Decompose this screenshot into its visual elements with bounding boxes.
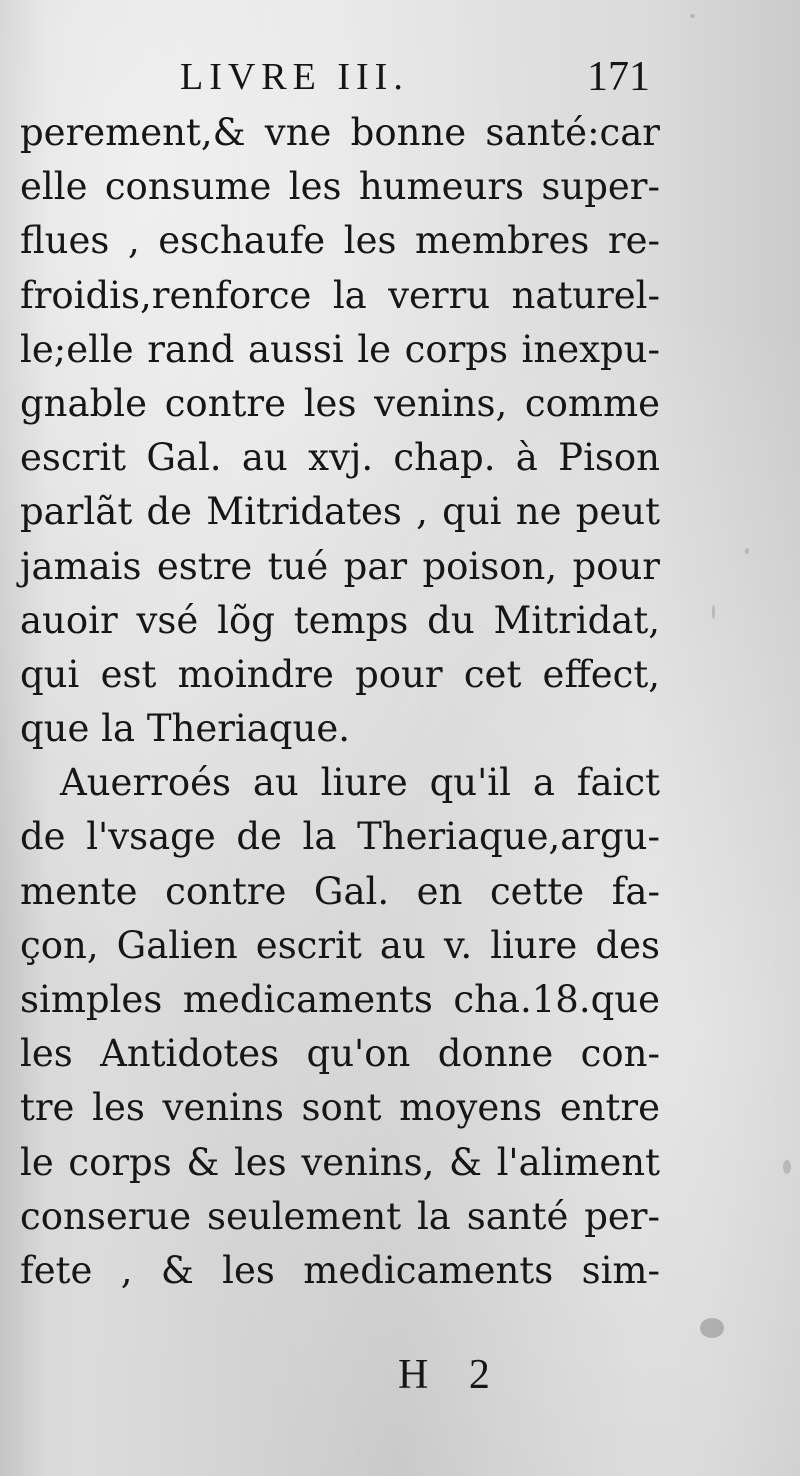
running-head <box>0 52 800 102</box>
text-line: perement,& vne bonne santé:car <box>20 111 660 154</box>
text-line: le;elle rand aussi le corps inexpu- <box>20 327 660 371</box>
text-line: çon, Galien escrit au v. liure des <box>20 923 660 967</box>
paper-speck <box>700 1318 724 1338</box>
text-line: tre les venins sont moyens entre <box>20 1086 660 1130</box>
signature-mark: H 2 <box>398 1352 490 1398</box>
text-line: froidis,renforce la verru naturel- <box>20 273 660 317</box>
text-line: simples medicaments cha.18.que <box>20 978 660 1021</box>
text-line: Auerroés au liure qu'il a faict <box>60 761 660 805</box>
text-line: que la Theriaque. <box>20 707 350 751</box>
text-line: parlãt de Mitridates , qui ne peut <box>20 490 660 534</box>
text-line: les Antidotes qu'on donne con- <box>20 1032 660 1076</box>
text-line: flues , eschaufe les membres re- <box>20 219 660 263</box>
paper-speck <box>690 14 695 18</box>
text-line: conserue seulement la santé per- <box>20 1194 660 1238</box>
text-line: de l'vsage de la Theriaque,argu- <box>20 815 660 859</box>
text-line: gnable contre les venins, comme <box>20 381 660 425</box>
text-line: le corps & les venins, & l'aliment <box>20 1140 660 1184</box>
running-head-title: LIVRE III. <box>180 56 409 98</box>
text-line: jamais estre tué par poison, pour <box>20 544 660 588</box>
text-line: escrit Gal. au xvj. chap. à Pison <box>20 436 660 480</box>
text-line: auoir vsé lõg temps du Mitridat, <box>20 598 660 642</box>
body-text <box>20 106 660 1298</box>
paper-speck <box>783 1160 791 1174</box>
text-line: fete , & les medicaments sim- <box>20 1248 660 1292</box>
text-line: mente contre Gal. en cette fa- <box>20 869 660 913</box>
text-line: elle consume les humeurs super- <box>20 165 660 209</box>
page-number: 171 <box>587 54 650 100</box>
paper-speck <box>712 605 715 619</box>
text-line: qui est moindre pour cet effect, <box>20 652 660 696</box>
paper-speck <box>745 548 749 554</box>
